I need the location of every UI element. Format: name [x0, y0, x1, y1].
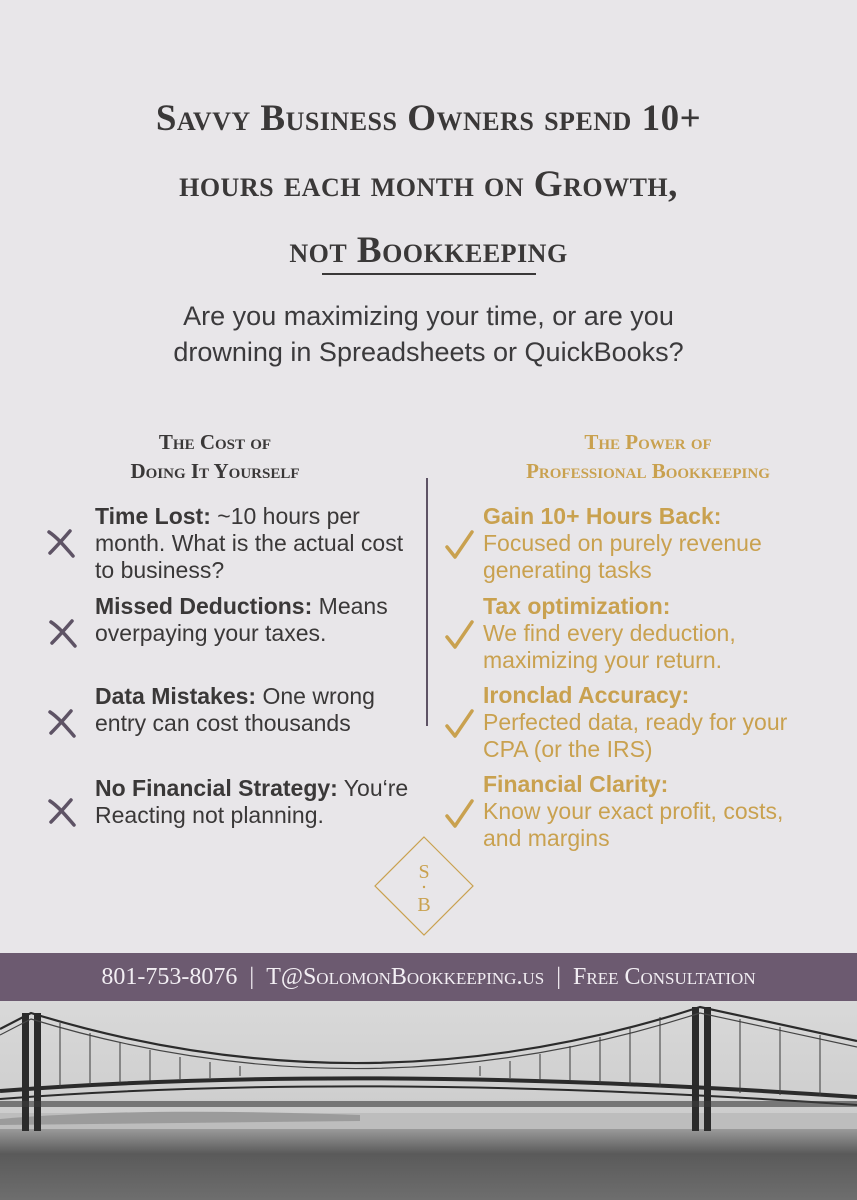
logo-bottom-letter: B — [417, 894, 431, 916]
x-icon — [45, 706, 79, 740]
email-address[interactable]: T@SolomonBookkeeping.us — [266, 964, 545, 990]
cost-item-text: One wrong entry can cost thousands — [95, 683, 375, 736]
cost-item-time-lost — [95, 503, 425, 584]
power-item-label: Ironclad Accuracy: — [483, 682, 690, 708]
subhead-line-1: Are you maximizing your time, or are you — [183, 301, 674, 331]
power-item-tax-optimization — [483, 593, 828, 674]
separator: | — [556, 964, 562, 990]
headline-underline — [322, 273, 536, 275]
cost-column-title — [80, 428, 350, 486]
power-item-label: Tax optimization: — [483, 593, 671, 619]
cost-item-data-mistakes — [95, 683, 425, 737]
free-consultation-offer: Free Consultation — [573, 964, 756, 990]
cost-item-label: Data Mistakes: — [95, 683, 257, 709]
check-icon — [442, 618, 476, 652]
cost-title-line-2: Doing It Yourself — [130, 459, 300, 483]
power-item-accuracy — [483, 682, 828, 763]
power-item-text: Perfected data, ready for your CPA (or the IRS) — [483, 709, 788, 762]
cost-item-text: ~10 hours per month. What is the actual cost to business? — [95, 503, 404, 583]
power-item-hours-back — [483, 503, 828, 584]
cost-item-label: Time Lost: — [95, 503, 211, 529]
contact-bar — [0, 953, 857, 1001]
cost-item-text: Means overpaying your taxes. — [95, 593, 388, 646]
separator: | — [249, 964, 255, 990]
power-item-label: Financial Clarity: — [483, 771, 669, 797]
power-item-text: Know your exact profit, costs, and margins — [483, 798, 784, 851]
column-divider — [426, 478, 428, 726]
cost-title-line-1: The Cost of — [158, 430, 272, 454]
cost-item-label: No Financial Strategy: — [95, 775, 338, 801]
phone-number[interactable]: 801-753-8076 — [101, 964, 238, 990]
power-column-title — [462, 428, 834, 486]
power-title-line-2: Professional Bookkeeping — [526, 459, 770, 483]
logo-top-letter: S — [418, 861, 430, 883]
headline-line-2: hours each month on Growth, — [179, 164, 678, 205]
cost-item-missed-deductions — [95, 593, 425, 647]
headline-line-3: not Bookkeeping — [289, 230, 568, 271]
power-item-clarity — [483, 771, 828, 852]
cost-item-label: Missed Deductions: — [95, 593, 313, 619]
suspension-bridge-photo — [0, 1001, 857, 1200]
headline-line-1: Savvy Business Owners spend 10+ — [155, 98, 702, 139]
subhead-line-2: drowning in Spreadsheets or QuickBooks? — [173, 337, 684, 367]
cost-item-no-strategy — [95, 775, 425, 829]
x-icon — [45, 795, 79, 829]
check-icon — [442, 797, 476, 831]
cost-item-text: You‘re Reacting not planning. — [95, 775, 409, 828]
power-item-text: Focused on purely revenue generating tasks — [483, 530, 762, 583]
x-icon — [44, 526, 78, 560]
check-icon — [442, 528, 476, 562]
power-item-text: We find every deduction, maximizing your return. — [483, 620, 736, 673]
subheadline — [60, 298, 797, 370]
check-icon — [442, 707, 476, 741]
power-title-line-1: The Power of — [584, 430, 712, 454]
power-item-label: Gain 10+ Hours Back: — [483, 503, 722, 529]
diamond-monogram-icon — [374, 836, 474, 936]
x-icon — [46, 616, 80, 650]
headline — [40, 86, 817, 284]
